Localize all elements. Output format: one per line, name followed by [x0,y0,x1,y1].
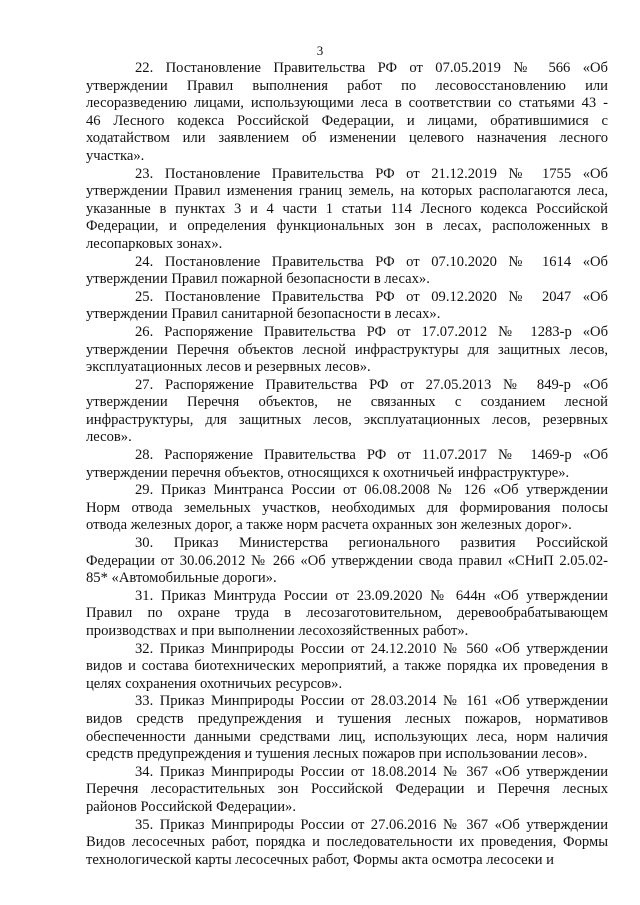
list-item [86,764,608,817]
entry-line: инфраструктуры, для защитных лесов, эксплуатационных лесов, резервных [86,411,608,428]
entry-first-line: 26. Распоряжение Правительства РФ от 17.07.2012 № 1283-р «Об [135,323,608,340]
entry-line: утверждении Правил выполнения работ по лесовосстановлению или [86,77,608,94]
entry-line: участка». [86,147,145,164]
entry-line: утверждении Перечня объектов лесной инфраструктуры для защитных лесов, [86,341,608,358]
entry-line: отвода железных дорог, а также норм расчета охранных зон железных дорог». [86,517,572,534]
list-item [86,535,608,588]
entry-line: производствах и при выполнении лесохозяйственных работ». [86,623,469,639]
entry-line: технологической карты лесосечных работ, Формы акта осмотра лесосеки и [86,851,554,868]
entry-first-line: 30. Приказ Министерства регионального развития Российской [135,535,608,552]
entry-line: утверждении Перечня объектов, не связанных с созданием лесной [86,394,608,411]
entry-first-line: 22. Постановление Правительства РФ от 07.05.2019 № 566 «Об [135,60,608,76]
list-item [86,60,608,166]
entry-line: средств предупреждения и тушения лесных пожаров при использовании лесов». [86,746,588,763]
entry-line: утверждении Правил пожарной безопасности в лесах». [86,271,430,288]
list-item [86,588,608,641]
entry-line: видов средств предупреждения и тушения лесных пожаров, нормативов [86,710,608,727]
entry-line: Федерации от 30.06.2012 № 266 «Об утверждении свода правил «СНиП 2.05.02- [86,552,608,569]
entry-line: Правил по охране труда в лесозаготовительном, деревообрабатывающем [86,605,608,622]
list-item [86,817,608,870]
entry-first-line: 25. Постановление Правительства РФ от 09.12.2020 № 2047 «Об [135,288,608,305]
entry-line: эксплуатационных лесов и резервных лесов». [86,359,371,376]
list-item [86,166,608,254]
list-item [86,324,608,377]
entry-line: лесопарковых зонах». [86,235,223,252]
entry-first-line: 24. Постановление Правительства РФ от 07.10.2020 № 1614 «Об [135,253,608,270]
list-item [86,254,608,289]
entry-line: районов Российской Федерации». [86,798,296,815]
entry-line: Видов лесосечных работ, порядка и последовательности их проведения, Формы [86,834,608,851]
entry-line: Федерации, и определения функциональных зон в лесах, расположенных в [86,218,608,235]
list-item [86,447,608,482]
entry-line: Норм отвода земельных участков, необходимых для формирования полосы [86,499,608,516]
entry-first-line: 34. Приказ Минприроды России от 18.08.2014 № 367 «Об утверждении [135,763,608,780]
entry-first-line: 33. Приказ Минприроды России от 28.03.2014 № 161 «Об утверждении [135,693,608,710]
entry-first-line: 32. Приказ Минприроды России от 24.12.2010 № 560 «Об утверждении [135,640,608,657]
entry-line: утверждении Правил изменения границ земель, на которых располагаются леса, [86,183,608,200]
list-item [86,641,608,694]
entry-first-line: 27. Распоряжение Правительства РФ от 27.05.2013 № 849-р «Об [135,376,608,393]
entry-first-line: 31. Приказ Минтруда России от 23.09.2020 № 644н «Об утверждении [135,587,608,604]
entry-line: целях сохранения охотничьих ресурсов». [86,675,343,692]
entry-line: ходатайством или заявлением об изменении целевого назначения лесного [86,130,608,147]
entry-line: утверждении Правил санитарной безопасности в лесах». [86,306,441,323]
list-item [86,693,608,763]
list-item [86,482,608,535]
entry-line: 85* «Автомобильные дороги». [86,570,277,587]
entry-line: 46 Лесного кодекса Российской Федерации, и лицами, обратившимися с [86,112,608,129]
entry-line: обеспеченности данными средствами лиц, использующих леса, норм наличия [86,728,608,745]
entries-list [86,60,608,869]
entry-line: утверждении перечня объектов, относящихся к охотничьей инфраструктуре». [86,464,570,481]
entry-line: указанные в пунктах 3 и 4 части 1 статьи 114 Лесного кодекса Российской [86,200,608,217]
entry-line: Перечня лесорастительных зон Российской Федерации и Перечня лесных [86,781,608,798]
entry-first-line: 23. Постановление Правительства РФ от 21.12.2019 № 1755 «Об [135,165,608,182]
entry-first-line: 28. Распоряжение Правительства РФ от 11.07.2017 № 1469-р «Об [135,447,608,464]
entry-line: лесов». [86,429,132,446]
list-item [86,377,608,447]
entry-line: лесоразведению лицами, использующими леса в соответствии со статьями 43 - [86,95,608,112]
entry-first-line: 35. Приказ Минприроды России от 27.06.2016 № 367 «Об утверждении [135,816,608,833]
entry-first-line: 29. Приказ Минтранса России от 06.08.2008 № 126 «Об утверждении [135,482,608,499]
list-item [86,289,608,324]
page-number: 3 [316,43,324,58]
entry-line: видов и состава биотехнических мероприятий, а также порядка их проведения в [86,658,608,675]
